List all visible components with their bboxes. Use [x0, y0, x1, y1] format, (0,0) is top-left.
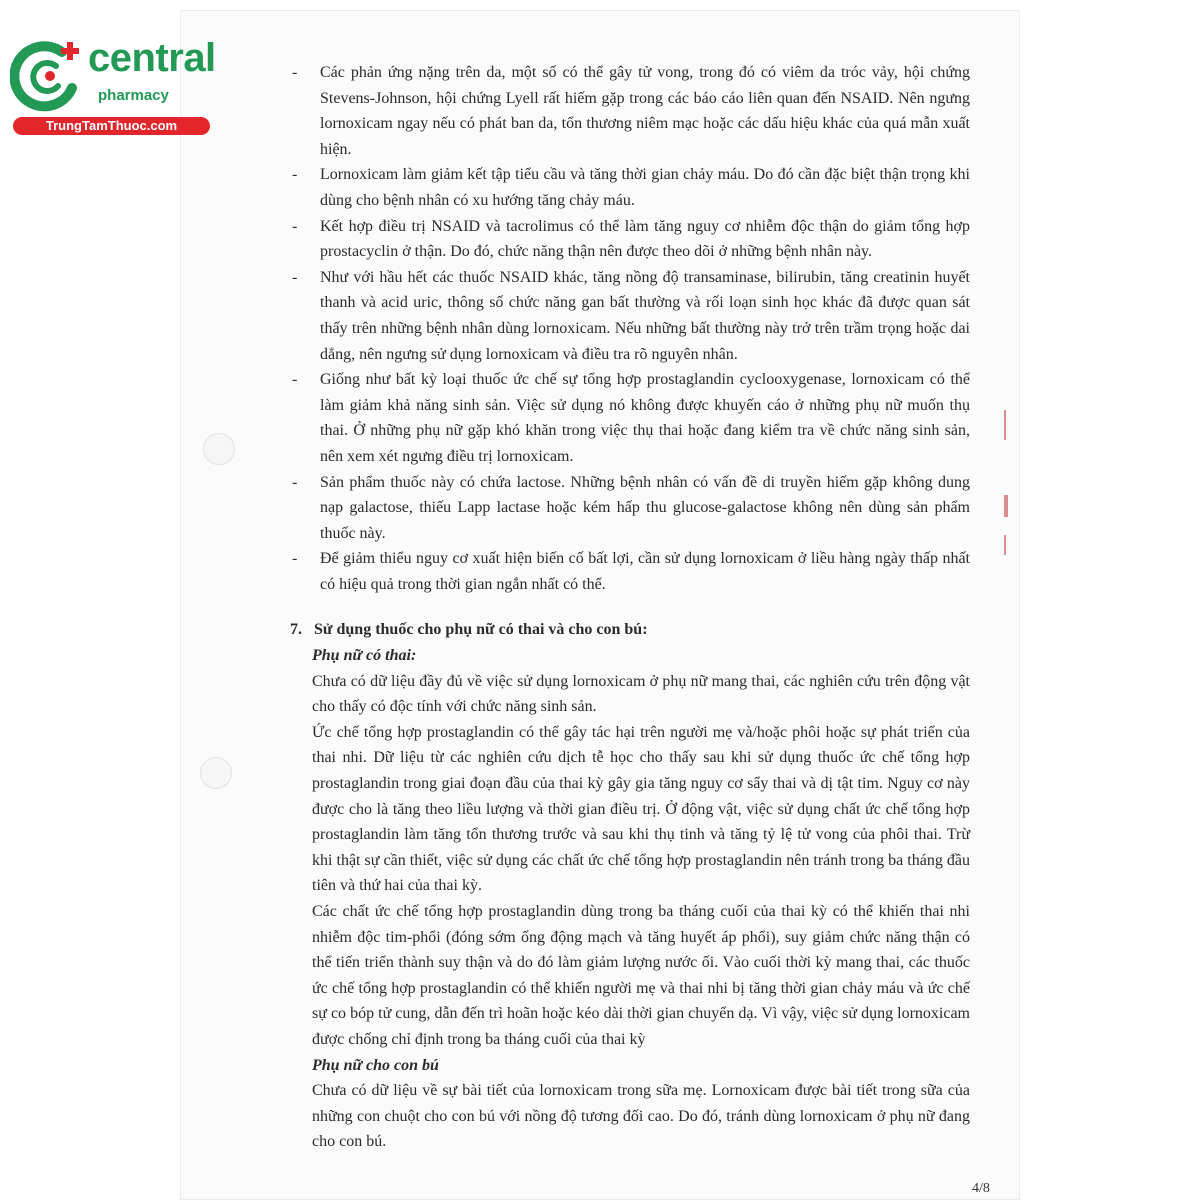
central-pharmacy-logo[interactable] — [10, 36, 215, 136]
pregnancy-heading: Phụ nữ có thai: — [312, 647, 417, 665]
logo-name: central — [88, 36, 216, 80]
stamp-mark — [1004, 535, 1016, 555]
stamp-mark — [1004, 495, 1018, 517]
logo-website[interactable]: TrungTamThuoc.com — [13, 117, 210, 135]
punch-hole — [200, 757, 232, 789]
page-number: 4/8 — [972, 1181, 990, 1196]
warning-list — [290, 60, 970, 597]
punch-hole — [203, 433, 235, 465]
paragraph: Chưa có dữ liệu đầy đủ về việc sử dụng lornoxicam ở phụ nữ mang thai, các nghiên cứu trên động vật cho thấy có độc tính với chức năng sinh sản. — [312, 672, 970, 716]
section-title: Sử dụng thuốc cho phụ nữ có thai và cho con bú: — [314, 621, 648, 639]
stamp-mark — [1004, 410, 1016, 440]
list-item: - Như với hầu hết các thuốc NSAID khác, tăng nồng độ transaminase, bilirubin, tăng creatinin huyết thanh và acid uric, thông số chức năng gan bất thường và rối loạn sinh học khác đã được quan sát thấy trên những bệnh nhân dùng lornoxicam. Nếu những bất thường này trở trên trầm trọng hoặc dai dẳng, nên ngưng sử dụng lornoxicam và điều tra rõ nguyên nhân. — [290, 265, 970, 367]
list-item: - Kết hợp điều trị NSAID và tacrolimus có thể làm tăng nguy cơ nhiễm độc thận do giảm tổng hợp prostacyclin ở thận. Do đó, chức năng thận nên được theo dõi ở những bệnh nhân này. — [290, 214, 970, 265]
list-item: - Các phản ứng nặng trên da, một số có thể gây tử vong, trong đó có viêm da tróc vảy, hội chứng Stevens-Johnson, hội chứng Lyell rất hiếm gặp trong các báo cáo liên quan đến NSAID. Nên ngưng lornoxicam ngay nếu có phát ban da, tổn thương niêm mạc hoặc các dấu hiệu khác của quá mẫn xuất hiện. — [290, 60, 970, 162]
logo-subtitle: pharmacy — [98, 87, 169, 104]
section-number: 7. — [290, 621, 302, 639]
paragraph: Các chất ức chế tổng hợp prostaglandin dùng trong ba tháng cuối của thai kỳ có thể khiến thai nhi nhiễm độc tim-phổi (đóng sớm ống động mạch và tăng huyết áp phổi), suy giảm chức năng thận có thể tiến triển thành suy thận và do đó làm giảm lượng nước ối. Vào cuối thời kỳ mang thai, các thuốc ức chế tổng hợp prostaglandin có thể khiến người mẹ và thai nhi bị tăng thời gian chảy máu và ức chế sự co bóp tử cung, dẫn đến trì hoãn hoặc kéo dài thời gian chuyển dạ. Vì vậy, việc sử dụng lornoxicam được chống chỉ định trong ba tháng cuối của thai kỳ — [312, 903, 970, 1048]
logo-c-plus-icon — [10, 36, 90, 116]
list-item: - Để giảm thiểu nguy cơ xuất hiện biến cố bất lợi, cần sử dụng lornoxicam ở liều hàng ngày thấp nhất có hiệu quả trong thời gian ngắn nhất có thể. — [290, 546, 970, 597]
section-heading — [290, 617, 970, 643]
section-pregnancy-breastfeeding — [290, 617, 970, 1154]
paragraph: Chưa có dữ liệu về sự bài tiết của lornoxicam trong sữa mẹ. Lornoxicam được bài tiết trong sữa của những con chuột cho con bú với nồng độ tương đối cao. Do đó, tránh dùng lornoxicam ở phụ nữ đang cho con bú. — [312, 1082, 970, 1151]
list-item: - Lornoxicam làm giảm kết tập tiểu cầu và tăng thời gian chảy máu. Do đó cần đặc biệt thận trọng khi dùng cho bệnh nhân có xu hướng tăng chảy máu. — [290, 162, 970, 213]
list-item: - Sản phẩm thuốc này có chứa lactose. Những bệnh nhân có vấn đề di truyền hiếm gặp không dung nạp galactose, thiếu Lapp lactase hoặc kém hấp thu glucose-galactose không nên dùng sản phẩm thuốc này. — [290, 470, 970, 547]
paragraph: Ức chế tổng hợp prostaglandin có thể gây tác hại trên người mẹ và/hoặc phôi hoặc sự phát triển của thai nhi. Dữ liệu từ các nghiên cứu dịch tễ học cho thấy sau khi sử dụng thuốc ức chế tổng hợp prostaglandin trong giai đoạn đầu của thai kỳ gây gia tăng nguy cơ sẩy thai và dị tật tim. Nguy cơ này được cho là tăng theo liều lượng và thời gian điều trị. Ở động vật, việc sử dụng chất ức chế tổng hợp prostaglandin làm tăng tổn thương trước và sau khi thụ tinh và tăng tỷ lệ tử vong của phôi thai. Trừ khi thật sự cần thiết, việc sử dụng các chất ức chế tổng hợp prostaglandin nên tránh trong ba tháng đầu tiên và thứ hai của thai kỳ. — [312, 723, 970, 895]
document-content — [290, 60, 970, 1155]
breastfeeding-heading: Phụ nữ cho con bú — [312, 1056, 439, 1074]
list-item: - Giống như bất kỳ loại thuốc ức chế sự tổng hợp prostaglandin cyclooxygenase, lornoxicam có thể làm giảm khả năng sinh sản. Việc sử dụng nó không được khuyến cáo ở những phụ nữ muốn thụ thai. Ở những phụ nữ gặp khó khăn trong việc thụ thai hoặc đang kiểm tra về chức năng sinh sản, nên xem xét ngưng điều trị lornoxicam. — [290, 367, 970, 469]
